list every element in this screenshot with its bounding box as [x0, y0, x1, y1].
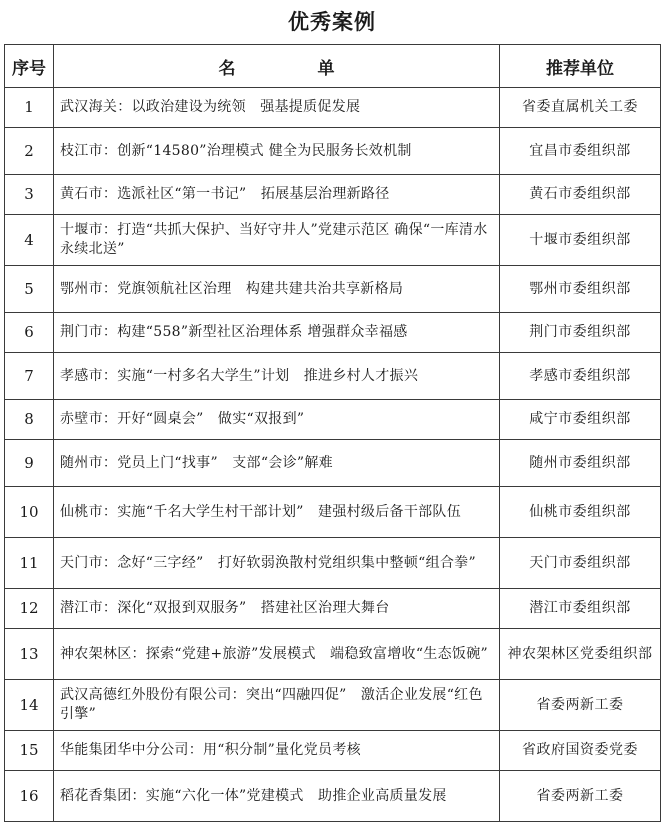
row-index: 12	[5, 589, 54, 629]
row-unit: 十堰市委组织部	[500, 215, 661, 266]
table-row	[5, 440, 661, 487]
table-row	[5, 266, 661, 313]
table-row	[5, 313, 661, 353]
row-index: 14	[5, 680, 54, 731]
table-row	[5, 487, 661, 538]
table-row	[5, 589, 661, 629]
table-row	[5, 680, 661, 731]
row-name: 枝江市：创新“14580”治理模式 健全为民服务长效机制	[54, 128, 500, 175]
row-name: 荆门市：构建“558”新型社区治理体系 增强群众幸福感	[54, 313, 500, 353]
table-row	[5, 538, 661, 589]
row-name: 十堰市：打造“共抓大保护、当好守井人”党建示范区 确保“一库清水永续北送”	[54, 215, 500, 266]
row-name: 华能集团华中分公司：用“积分制”量化党员考核	[54, 731, 500, 771]
row-unit: 荆门市委组织部	[500, 313, 661, 353]
row-index: 15	[5, 731, 54, 771]
row-index: 2	[5, 128, 54, 175]
row-name: 随州市：党员上门“找事” 支部“会诊”解难	[54, 440, 500, 487]
table-row	[5, 175, 661, 215]
row-index: 8	[5, 400, 54, 440]
row-name: 天门市：念好“三字经” 打好软弱涣散村党组织集中整顿“组合拳”	[54, 538, 500, 589]
table-row	[5, 88, 661, 128]
header-unit: 推荐单位	[500, 45, 661, 88]
row-index: 9	[5, 440, 54, 487]
row-index: 11	[5, 538, 54, 589]
row-name: 赤壁市：开好“圆桌会” 做实“双报到”	[54, 400, 500, 440]
row-name: 稻花香集团：实施“六化一体”党建模式 助推企业高质量发展	[54, 771, 500, 822]
row-index: 6	[5, 313, 54, 353]
row-unit: 宜昌市委组织部	[500, 128, 661, 175]
row-name: 潜江市：深化“双报到双服务” 搭建社区治理大舞台	[54, 589, 500, 629]
table-row	[5, 353, 661, 400]
row-unit: 神农架林区党委组织部	[500, 629, 661, 680]
row-unit: 仙桃市委组织部	[500, 487, 661, 538]
row-name: 孝感市：实施“一村多名大学生”计划 推进乡村人才振兴	[54, 353, 500, 400]
row-unit: 省政府国资委党委	[500, 731, 661, 771]
row-name: 仙桃市：实施“千名大学生村干部计划” 建强村级后备干部队伍	[54, 487, 500, 538]
row-unit: 鄂州市委组织部	[500, 266, 661, 313]
table-row	[5, 731, 661, 771]
row-index: 3	[5, 175, 54, 215]
table-row	[5, 629, 661, 680]
row-name: 武汉高德红外股份有限公司：突出“四融四促” 激活企业发展“红色引擎”	[54, 680, 500, 731]
row-unit: 省委两新工委	[500, 680, 661, 731]
row-unit: 黄石市委组织部	[500, 175, 661, 215]
row-unit: 省委直属机关工委	[500, 88, 661, 128]
row-index: 5	[5, 266, 54, 313]
header-index: 序号	[5, 45, 54, 88]
table-row	[5, 771, 661, 822]
header-row	[5, 45, 661, 88]
row-unit: 随州市委组织部	[500, 440, 661, 487]
row-unit: 潜江市委组织部	[500, 589, 661, 629]
row-index: 16	[5, 771, 54, 822]
row-index: 7	[5, 353, 54, 400]
row-name: 神农架林区：探索“党建+旅游”发展模式 端稳致富增收“生态饭碗”	[54, 629, 500, 680]
header-name: 名 单	[54, 45, 500, 88]
row-index: 13	[5, 629, 54, 680]
table-row	[5, 215, 661, 266]
cases-table	[4, 44, 661, 822]
table-row	[5, 400, 661, 440]
row-index: 10	[5, 487, 54, 538]
row-index: 4	[5, 215, 54, 266]
page-title: 优秀案例	[288, 10, 376, 34]
row-name: 黄石市：选派社区“第一书记” 拓展基层治理新路径	[54, 175, 500, 215]
row-name: 武汉海关：以政治建设为统领 强基提质促发展	[54, 88, 500, 128]
row-unit: 咸宁市委组织部	[500, 400, 661, 440]
row-name: 鄂州市：党旗领航社区治理 构建共建共治共享新格局	[54, 266, 500, 313]
row-unit: 省委两新工委	[500, 771, 661, 822]
row-unit: 孝感市委组织部	[500, 353, 661, 400]
row-index: 1	[5, 88, 54, 128]
row-unit: 天门市委组织部	[500, 538, 661, 589]
table-row	[5, 128, 661, 175]
